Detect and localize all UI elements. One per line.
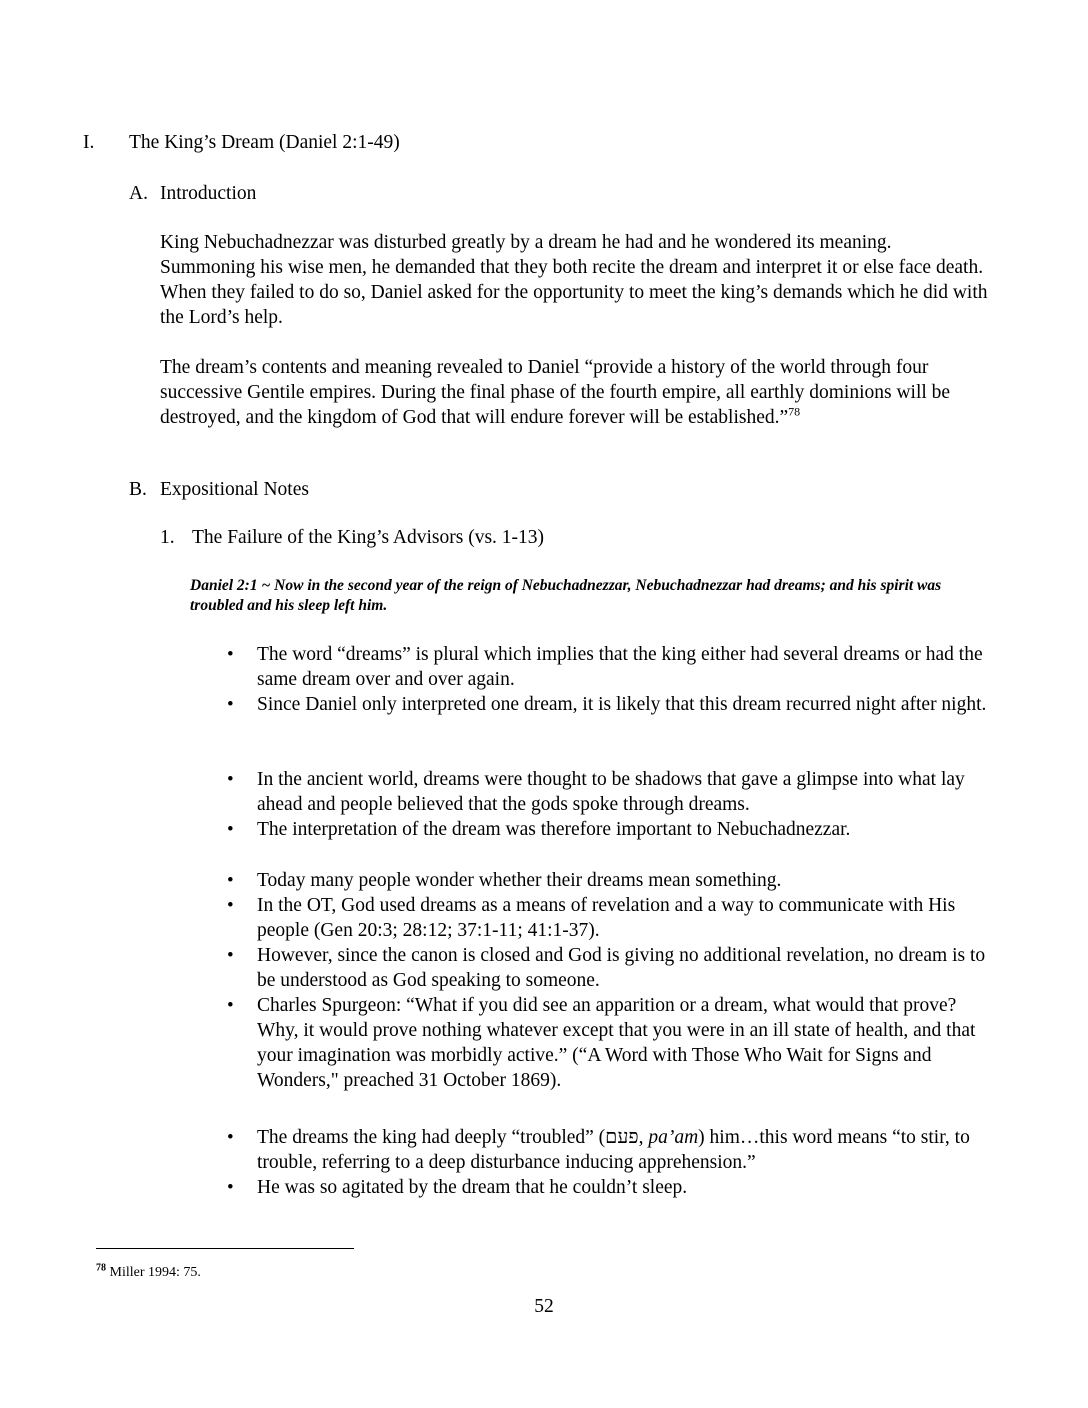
- troubled-text-end: ) him…this word means “to stir, to trouble, referring to a deep disturbance inducing apprehension.”: [257, 1127, 970, 1173]
- bullet-list-2: [257, 767, 997, 842]
- footnote: [96, 1264, 201, 1282]
- list-item: • He was so agitated by the dream that he couldn’t sleep.: [257, 1175, 997, 1200]
- list-item: • The interpretation of the dream was therefore important to Nebuchadnezzar.: [257, 817, 997, 842]
- point-1-title: The Failure of the King’s Advisors (vs. 1-13): [192, 527, 545, 548]
- hebrew-word: פעם: [605, 1127, 639, 1148]
- list-item: • Since Daniel only interpreted one dream, it is likely that this dream recurred night after night.: [257, 692, 997, 717]
- list-item: • Charles Spurgeon: “What if you did see an apparition or a dream, what would that prove? Why, it would prove nothing whatever except that you were in an ill state of health, and that your imagination was morbidly active.” (“A Word with Those Who Wait for Signs and Wonders," preached 31 October 1869).: [257, 993, 997, 1093]
- footnote-divider: [96, 1248, 354, 1249]
- section-title: The King’s Dream (Daniel 2:1-49): [129, 132, 400, 153]
- bullet-list-1: [257, 642, 997, 717]
- intro-paragraph-2: [160, 355, 990, 430]
- footnote-text: Miller 1994: 75.: [106, 1265, 201, 1280]
- bullet-list-3: [257, 868, 997, 1093]
- section-number: I.: [83, 132, 95, 153]
- list-item: • In the OT, God used dreams as a means of revelation and a way to communicate with His people (Gen 20:3; 28:12; 37:1-11; 41:1-37).: [257, 893, 997, 943]
- bullet-list-4: [257, 1125, 997, 1200]
- subsection-a-title: Introduction: [160, 183, 257, 204]
- list-item: • In the ancient world, dreams were thought to be shadows that gave a glimpse into what lay ahead and people believed that the gods spoke through dreams.: [257, 767, 997, 817]
- subsection-b-label: B.: [129, 479, 147, 500]
- troubled-text-start: The dreams the king had deeply “troubled” (: [257, 1127, 606, 1148]
- list-item: [257, 1125, 997, 1175]
- subsection-a-label: A.: [129, 183, 148, 204]
- subsection-b-title: Expositional Notes: [160, 479, 309, 500]
- point-1-number: 1.: [160, 527, 175, 548]
- comma: ,: [638, 1127, 649, 1148]
- transliteration: pa’am: [648, 1127, 699, 1148]
- page-number: 52: [534, 1296, 554, 1317]
- list-item: • Today many people wonder whether their dreams mean something.: [257, 868, 997, 893]
- list-item: • The word “dreams” is plural which implies that the king either had several dreams or had the same dream over and over again.: [257, 642, 997, 692]
- list-item: • However, since the canon is closed and God is giving no additional revelation, no dream is to be understood as God speaking to someone.: [257, 943, 997, 993]
- intro-paragraph-2-text: The dream’s contents and meaning revealed to Daniel “provide a history of the world through four successive Gentile empires. During the final phase of the fourth empire, all earthly dominions will be destroyed, and the kingdom of God that will endure forever will be established.”: [160, 357, 951, 428]
- footnote-ref: 78: [788, 404, 801, 419]
- intro-paragraph-1: King Nebuchadnezzar was disturbed greatly by a dream he had and he wondered its meaning. Summoning his wise men, he demanded that they both recite the dream and interpret it or else face death. When they failed to do so, Daniel asked for the opportunity to meet the king’s demands which he did with the Lord’s help.: [160, 232, 988, 328]
- scripture-quote: Daniel 2:1 ~ Now in the second year of the reign of Nebuchadnezzar, Nebuchadnezzar had dreams; and his spirit was troubled and his sleep left him.: [190, 577, 942, 614]
- footnote-marker: 78: [96, 1262, 106, 1274]
